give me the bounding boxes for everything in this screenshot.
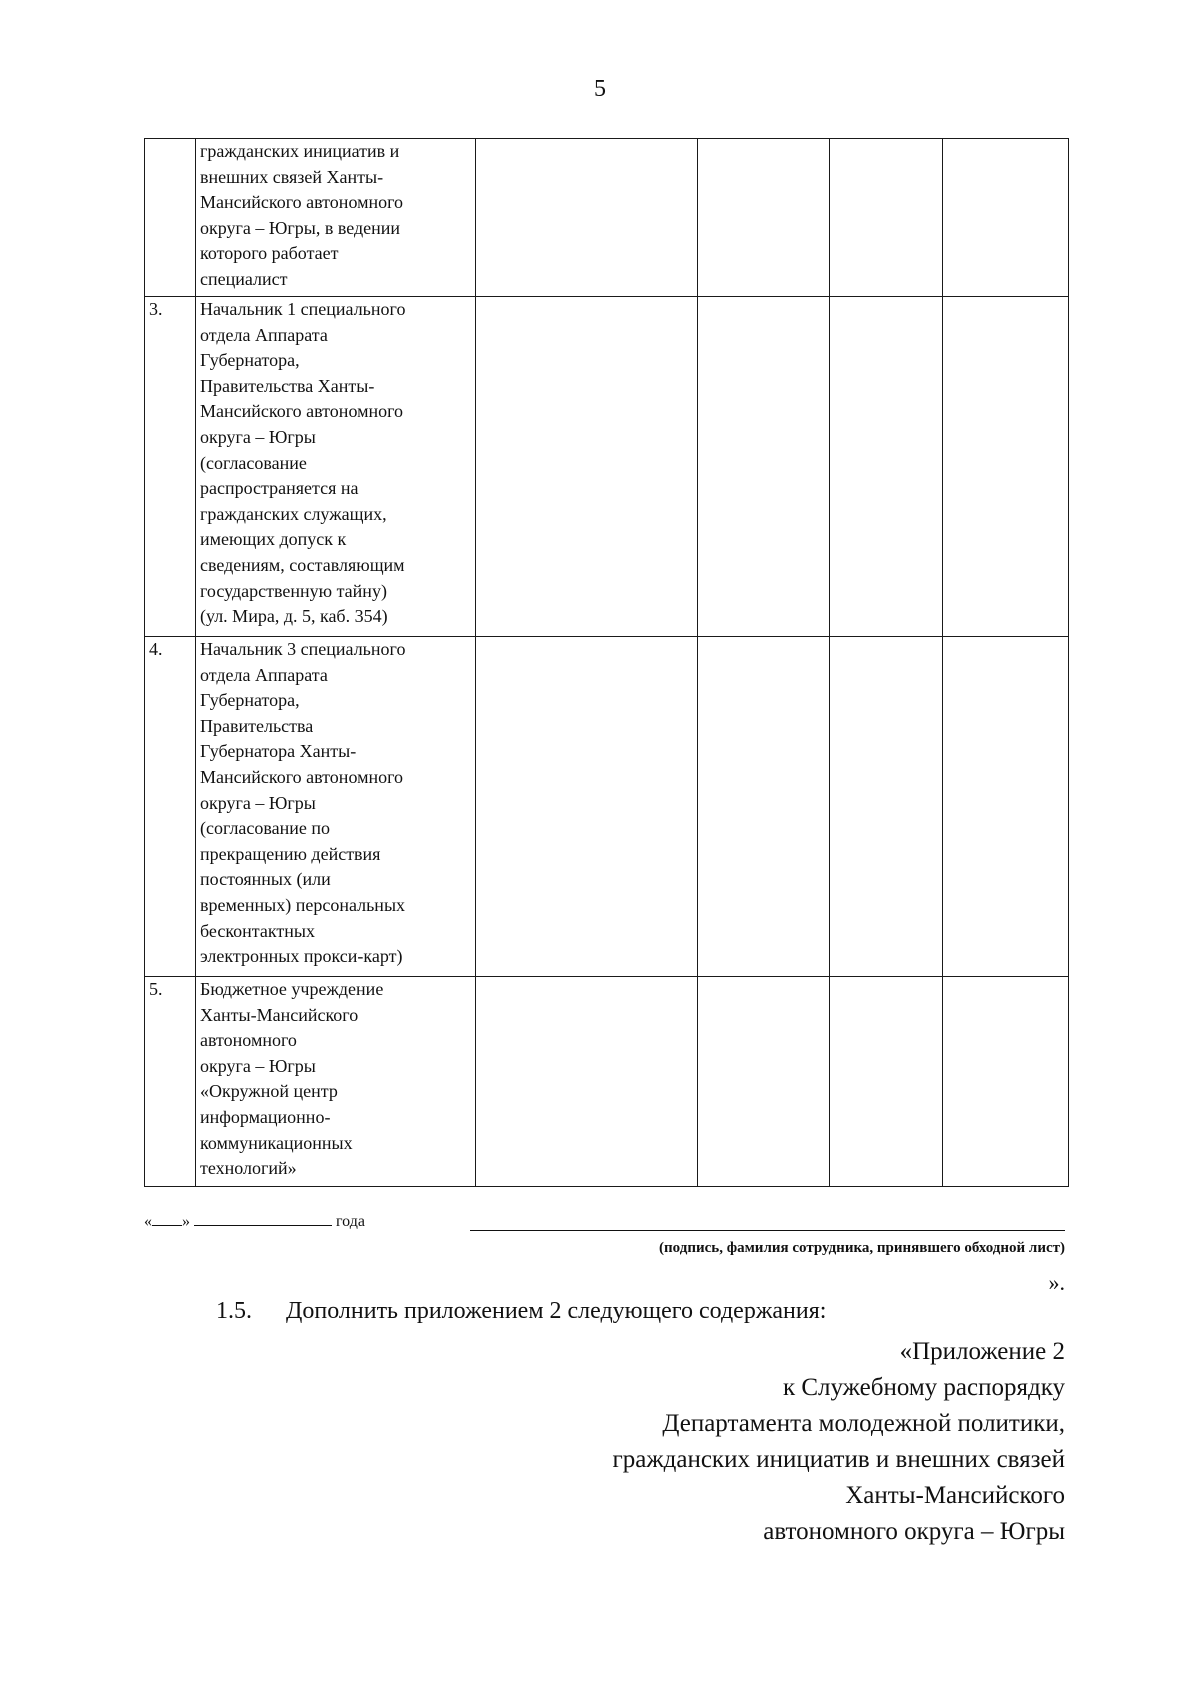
empty-cell [943,139,1069,297]
date-quote-close: » [182,1213,190,1230]
row-number: 4. [145,637,196,977]
row-department: Начальник 3 специального отдела Аппарата Губернатора, Правительства Губернатора Ханты- Мансийского автономного округа – Югры (согласование по прекращению действия постоянных (или временных) персональных бесконтактных электронных прокси-карт) [196,637,476,977]
year-word: года [336,1213,365,1230]
empty-cell [698,637,830,977]
date-field [144,1211,365,1231]
clause-number: 1.5. [216,1298,252,1324]
closing-quote: ». [1048,1270,1065,1295]
empty-cell [698,139,830,297]
row-department: гражданских инициатив и внешних связей Ханты- Мансийского автономного округа – Югры, в ведении которого работает специалист [196,139,476,297]
empty-cell [830,977,943,1187]
empty-cell [476,297,698,637]
table-row [145,297,1069,637]
empty-cell [830,297,943,637]
row-department: Бюджетное учреждение Ханты-Мансийского автономного округа – Югры «Окружной центр информационно- коммуникационных технологий» [196,977,476,1187]
signature-caption: (подпись, фамилия сотрудника, принявшего обходной лист) [659,1240,1065,1256]
row-number: 3. [145,297,196,637]
appendix-heading [365,1334,1065,1550]
day-blank [152,1211,182,1226]
row-department: Начальник 1 специального отдела Аппарата Губернатора, Правительства Ханты- Мансийского автономного округа – Югры (согласование распространяется на гражданских служащих, имеющих допуск к сведениям, составляющим государственную тайну) (ул. Мира, д. 5, каб. 354) [196,297,476,637]
row-number: 5. [145,977,196,1187]
empty-cell [476,637,698,977]
empty-cell [698,977,830,1187]
appendix-line: Ханты-Мансийского [845,1482,1065,1509]
appendix-line: автономного округа – Югры [763,1518,1065,1545]
row-number [145,139,196,297]
table-row [145,977,1069,1187]
empty-cell [476,977,698,1187]
empty-cell [943,297,1069,637]
appendix-line: к Служебному распорядку [782,1374,1065,1401]
clause-paragraph [216,1298,826,1325]
empty-cell [476,139,698,297]
appendix-line: «Приложение 2 [899,1338,1065,1365]
clearance-table [144,138,1069,1187]
table-row [145,139,1069,297]
page-number: 5 [594,76,606,102]
empty-cell [943,637,1069,977]
date-quote-open: « [144,1213,152,1230]
empty-cell [830,637,943,977]
appendix-line: гражданских инициатив и внешних связей [612,1446,1065,1473]
empty-cell [830,139,943,297]
table-row [145,637,1069,977]
signature-line [470,1230,1065,1231]
empty-cell [943,977,1069,1187]
month-blank [194,1211,332,1226]
empty-cell [698,297,830,637]
appendix-line: Департамента молодежной политики, [662,1410,1065,1437]
clause-text: Дополнить приложением 2 следующего содержания: [286,1298,827,1324]
